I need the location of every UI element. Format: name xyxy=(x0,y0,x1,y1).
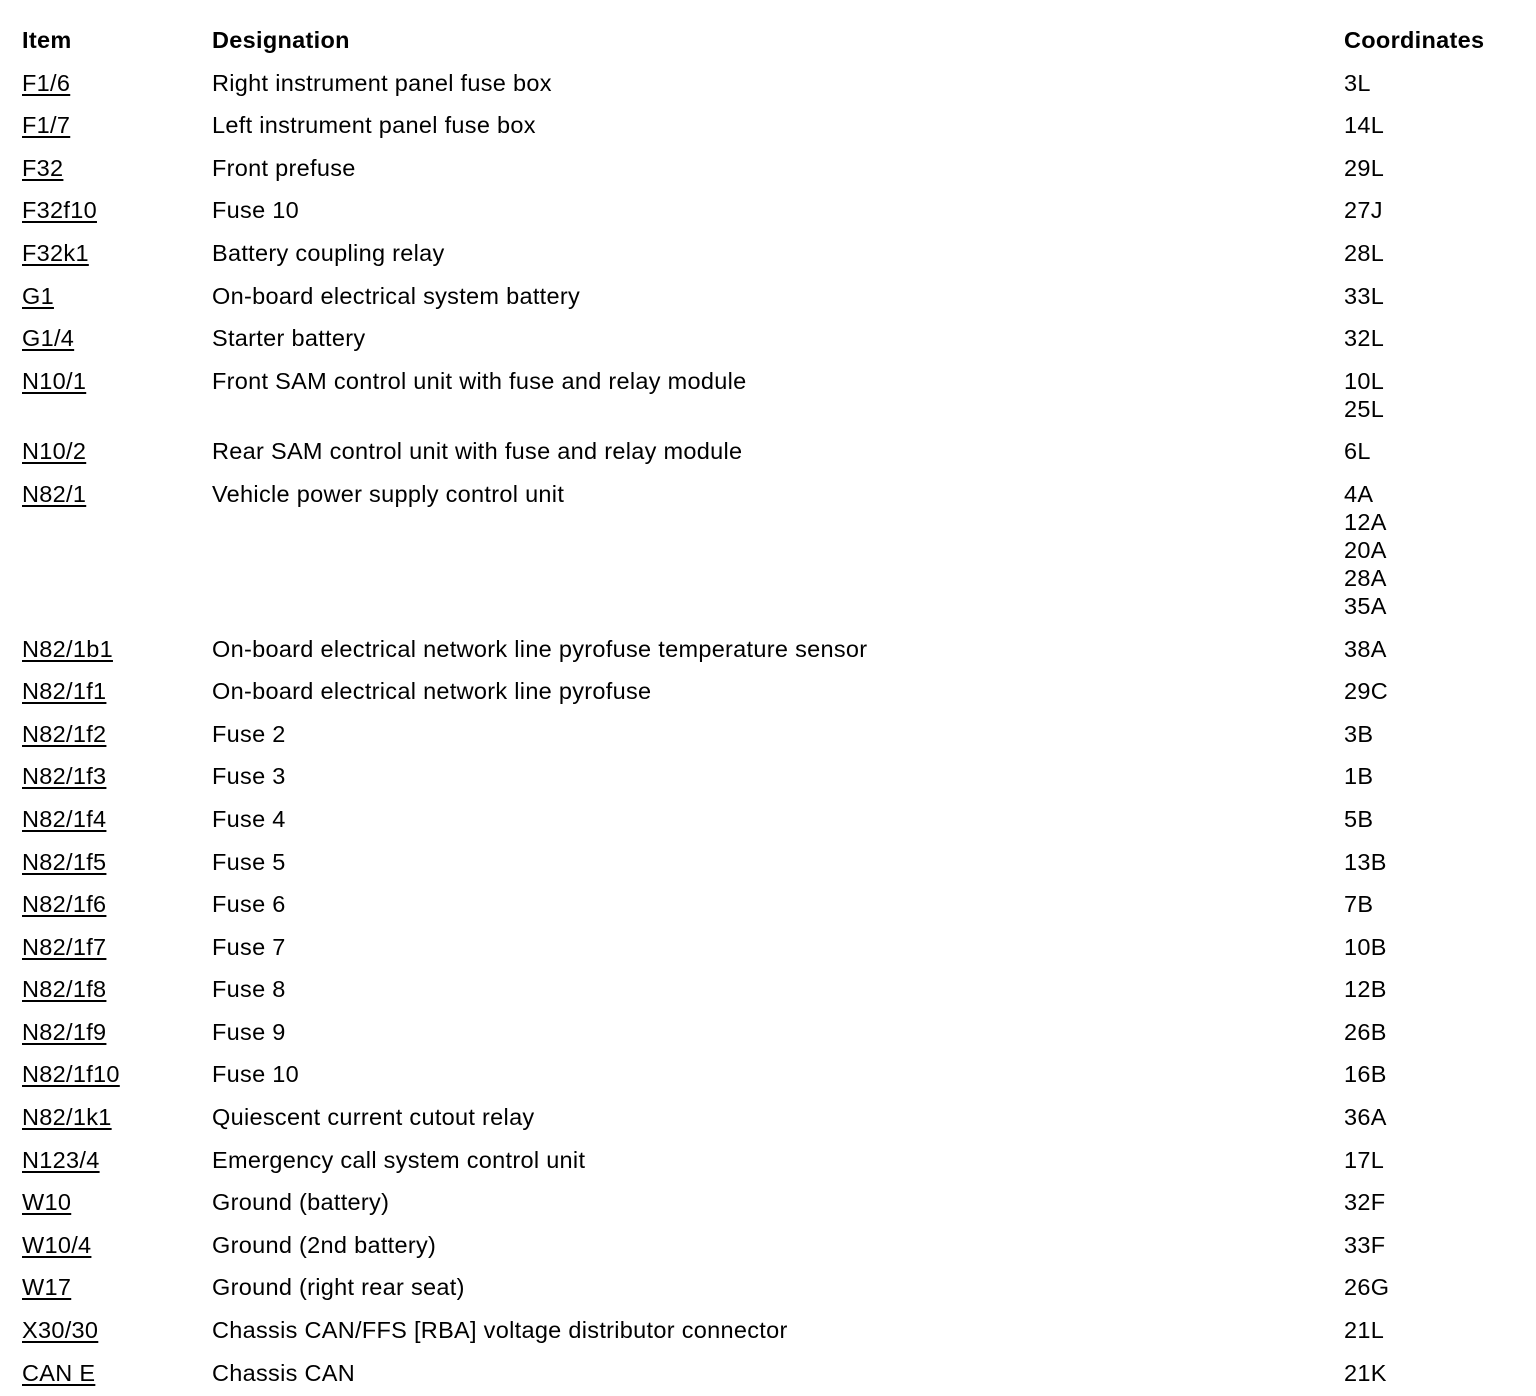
item-link[interactable]: N82/1b1 xyxy=(22,635,113,662)
coordinate-value: 38A xyxy=(1344,635,1387,662)
item-link[interactable]: N82/1 xyxy=(22,480,87,507)
item-link[interactable]: N82/1f10 xyxy=(22,1061,120,1088)
item-link[interactable]: F1/7 xyxy=(22,112,71,139)
designation-cell: On-board electrical network line pyrofuse temperature sensor xyxy=(212,635,868,662)
designation-cell: Emergency call system control unit xyxy=(212,1146,586,1173)
coordinates-cell xyxy=(1344,961,1514,1004)
coordinate-value: 33L xyxy=(1344,282,1385,309)
coordinate-value: 3L xyxy=(1344,69,1371,96)
table-row xyxy=(22,54,1514,97)
coordinates-cell xyxy=(1344,1216,1514,1259)
item-link[interactable]: CAN E xyxy=(22,1359,96,1386)
coordinate-value: 3B xyxy=(1344,720,1374,747)
item-link[interactable]: N10/1 xyxy=(22,367,87,394)
item-cell xyxy=(22,465,212,620)
coordinate-value: 21L xyxy=(1344,1317,1385,1344)
coordinate-value: 12B xyxy=(1344,976,1387,1003)
designation-cell: Fuse 9 xyxy=(212,1018,286,1045)
table-row xyxy=(22,97,1514,140)
item-link[interactable]: N82/1f4 xyxy=(22,805,107,832)
table-row xyxy=(22,748,1514,791)
item-link[interactable]: N82/1f9 xyxy=(22,1018,107,1045)
coordinates-cell xyxy=(1344,54,1514,97)
item-cell xyxy=(22,1301,212,1344)
coordinates-cell xyxy=(1344,918,1514,961)
item-link[interactable]: W10 xyxy=(22,1189,72,1216)
coordinate-value: 10L xyxy=(1344,367,1385,394)
header-row xyxy=(22,26,1514,54)
table-row xyxy=(22,790,1514,833)
item-cell xyxy=(22,961,212,1004)
coordinates-cell xyxy=(1344,1046,1514,1089)
table-row xyxy=(22,1344,1514,1387)
table-row xyxy=(22,182,1514,225)
coordinates-cell xyxy=(1344,310,1514,353)
coordinate-value: 10B xyxy=(1344,933,1387,960)
coordinates-column-header: Coordinates xyxy=(1344,27,1485,53)
item-cell xyxy=(22,310,212,353)
coordinate-value: 13B xyxy=(1344,848,1387,875)
item-link[interactable]: N123/4 xyxy=(22,1146,100,1173)
designation-cell: Front prefuse xyxy=(212,154,356,181)
item-link[interactable]: W17 xyxy=(22,1274,72,1301)
coordinate-value: 28L xyxy=(1344,239,1385,266)
item-cell xyxy=(22,918,212,961)
item-cell xyxy=(22,423,212,466)
table-row xyxy=(22,310,1514,353)
coordinates-cell xyxy=(1344,224,1514,267)
coordinates-cell xyxy=(1344,267,1514,310)
table-row xyxy=(22,1301,1514,1344)
coordinates-cell xyxy=(1344,139,1514,182)
item-link[interactable]: G1/4 xyxy=(22,325,75,352)
coordinates-cell xyxy=(1344,1259,1514,1302)
coordinates-cell xyxy=(1344,182,1514,225)
item-link[interactable]: N82/1f1 xyxy=(22,678,107,705)
coordinates-cell xyxy=(1344,1088,1514,1131)
designation-cell: Quiescent current cutout relay xyxy=(212,1104,535,1131)
table-row xyxy=(22,1003,1514,1046)
designation-cell: Right instrument panel fuse box xyxy=(212,69,552,96)
item-cell xyxy=(22,620,212,663)
designation-cell: Fuse 2 xyxy=(212,720,286,747)
item-cell xyxy=(22,663,212,706)
coordinates-cell xyxy=(1344,423,1514,466)
coordinate-value: 12A xyxy=(1344,508,1387,535)
item-cell xyxy=(22,267,212,310)
table-row xyxy=(22,139,1514,182)
designation-cell: Battery coupling relay xyxy=(212,239,445,266)
designation-cell: Chassis CAN xyxy=(212,1359,356,1386)
coordinate-value: 29L xyxy=(1344,154,1385,181)
item-link[interactable]: N82/1f2 xyxy=(22,720,107,747)
table-row xyxy=(22,1131,1514,1174)
item-cell xyxy=(22,790,212,833)
coordinate-value: 36A xyxy=(1344,1104,1387,1131)
item-link[interactable]: N82/1k1 xyxy=(22,1104,112,1131)
coordinates-cell xyxy=(1344,833,1514,876)
item-cell xyxy=(22,876,212,919)
coordinate-value: 35A xyxy=(1344,592,1387,619)
item-cell xyxy=(22,1131,212,1174)
table-row xyxy=(22,1174,1514,1217)
item-link[interactable]: W10/4 xyxy=(22,1231,92,1258)
item-cell xyxy=(22,1088,212,1131)
coordinate-value: 16B xyxy=(1344,1061,1387,1088)
designation-cell: Fuse 3 xyxy=(212,763,286,790)
designation-cell: Fuse 10 xyxy=(212,197,300,224)
designation-column-header: Designation xyxy=(212,27,350,53)
coordinate-value: 4A xyxy=(1344,480,1374,507)
item-link[interactable]: F32 xyxy=(22,154,64,181)
designation-cell: Fuse 8 xyxy=(212,976,286,1003)
legend-body xyxy=(22,54,1514,1387)
coordinate-value: 6L xyxy=(1344,438,1371,465)
table-row xyxy=(22,423,1514,466)
designation-cell: Ground (2nd battery) xyxy=(212,1231,437,1258)
designation-cell: Fuse 5 xyxy=(212,848,286,875)
item-cell xyxy=(22,1046,212,1089)
coordinates-cell xyxy=(1344,465,1514,620)
coordinate-value: 7B xyxy=(1344,891,1374,918)
item-cell xyxy=(22,1174,212,1217)
item-cell xyxy=(22,182,212,225)
table-row xyxy=(22,620,1514,663)
coordinates-cell xyxy=(1344,790,1514,833)
coordinate-value: 27J xyxy=(1344,197,1383,224)
coordinate-value: 33F xyxy=(1344,1231,1386,1258)
coordinates-cell xyxy=(1344,1131,1514,1174)
coordinate-value: 17L xyxy=(1344,1146,1385,1173)
designation-cell: Fuse 7 xyxy=(212,933,286,960)
designation-cell: Fuse 10 xyxy=(212,1061,300,1088)
item-link[interactable]: F32k1 xyxy=(22,239,89,266)
item-cell xyxy=(22,833,212,876)
coordinate-value: 29C xyxy=(1344,678,1389,705)
coordinate-value: 5B xyxy=(1344,805,1374,832)
coordinates-cell xyxy=(1344,705,1514,748)
coordinate-value: 28A xyxy=(1344,564,1387,591)
item-link[interactable]: N82/1f5 xyxy=(22,848,107,875)
coordinate-value: 21K xyxy=(1344,1359,1387,1386)
coordinate-value: 20A xyxy=(1344,536,1387,563)
table-row xyxy=(22,1046,1514,1089)
designation-cell: On-board electrical system battery xyxy=(212,282,581,309)
coordinates-cell xyxy=(1344,352,1514,423)
table-row xyxy=(22,961,1514,1004)
designation-cell: Ground (battery) xyxy=(212,1189,390,1216)
table-row xyxy=(22,1259,1514,1302)
item-cell xyxy=(22,54,212,97)
designation-cell: Chassis CAN/FFS [RBA] voltage distributor connector xyxy=(212,1317,788,1344)
designation-cell: Rear SAM control unit with fuse and relay module xyxy=(212,438,743,465)
item-cell xyxy=(22,1344,212,1387)
component-legend-table xyxy=(22,26,1514,1387)
table-row xyxy=(22,267,1514,310)
designation-cell: Ground (right rear seat) xyxy=(212,1274,465,1301)
designation-cell: On-board electrical network line pyrofuse xyxy=(212,678,652,705)
item-link[interactable]: F1/6 xyxy=(22,69,71,96)
designation-cell: Starter battery xyxy=(212,325,366,352)
coordinate-value: 26B xyxy=(1344,1018,1387,1045)
coordinates-cell xyxy=(1344,1174,1514,1217)
designation-cell: Fuse 4 xyxy=(212,805,286,832)
coordinate-value: 14L xyxy=(1344,112,1385,139)
item-link[interactable]: X30/30 xyxy=(22,1317,99,1344)
item-cell xyxy=(22,705,212,748)
item-cell xyxy=(22,352,212,423)
item-cell xyxy=(22,139,212,182)
item-cell xyxy=(22,1259,212,1302)
coordinate-value: 1B xyxy=(1344,763,1374,790)
designation-cell: Vehicle power supply control unit xyxy=(212,480,565,507)
coordinate-value: 32F xyxy=(1344,1189,1386,1216)
item-link[interactable]: N82/1f6 xyxy=(22,891,107,918)
table-row xyxy=(22,1088,1514,1131)
item-link[interactable]: N82/1f7 xyxy=(22,933,107,960)
coordinates-cell xyxy=(1344,620,1514,663)
table-row xyxy=(22,833,1514,876)
table-row xyxy=(22,876,1514,919)
item-link[interactable]: N82/1f8 xyxy=(22,976,107,1003)
item-cell xyxy=(22,748,212,791)
item-link[interactable]: F32f10 xyxy=(22,197,97,224)
item-link[interactable]: N82/1f3 xyxy=(22,763,107,790)
coordinates-cell xyxy=(1344,1344,1514,1387)
table-row xyxy=(22,663,1514,706)
coordinate-value: 26G xyxy=(1344,1274,1390,1301)
coordinates-cell xyxy=(1344,663,1514,706)
table-row xyxy=(22,465,1514,620)
table-row xyxy=(22,224,1514,267)
coordinates-cell xyxy=(1344,876,1514,919)
item-column-header: Item xyxy=(22,27,72,53)
table-row xyxy=(22,1216,1514,1259)
item-cell xyxy=(22,224,212,267)
table-row xyxy=(22,918,1514,961)
item-link[interactable]: N10/2 xyxy=(22,438,87,465)
item-cell xyxy=(22,1003,212,1046)
coordinate-value: 32L xyxy=(1344,325,1385,352)
coordinates-cell xyxy=(1344,1301,1514,1344)
designation-cell: Fuse 6 xyxy=(212,891,286,918)
coordinates-cell xyxy=(1344,97,1514,140)
table-row xyxy=(22,705,1514,748)
table-row xyxy=(22,352,1514,423)
coordinates-cell xyxy=(1344,1003,1514,1046)
coordinate-value: 25L xyxy=(1344,395,1385,422)
item-cell xyxy=(22,1216,212,1259)
item-link[interactable]: G1 xyxy=(22,282,54,309)
designation-cell: Left instrument panel fuse box xyxy=(212,112,536,139)
coordinates-cell xyxy=(1344,748,1514,791)
item-cell xyxy=(22,97,212,140)
designation-cell: Front SAM control unit with fuse and relay module xyxy=(212,367,747,394)
